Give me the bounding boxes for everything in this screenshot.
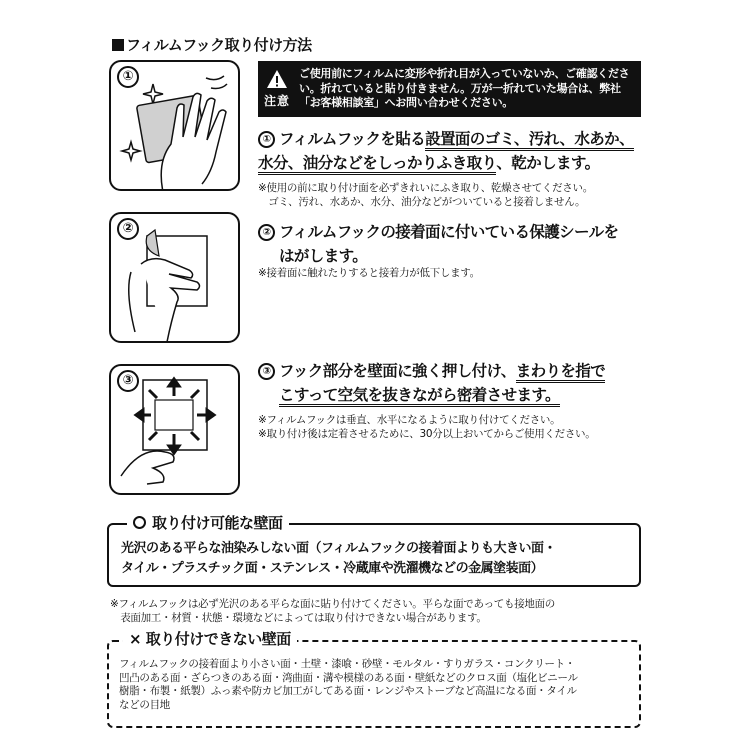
step3-badge: ③	[117, 370, 139, 392]
step3-illustration	[109, 364, 240, 495]
step2-text	[258, 220, 658, 268]
step3-notes: ※フィルムフックは垂直、水平になるように取り付けてください。 ※取り付け後は定着させるために、30分以上おいてからご使用ください。	[258, 414, 596, 440]
step3-number: ③	[258, 363, 275, 380]
step2-number: ②	[258, 224, 275, 241]
step1-illustration	[109, 60, 240, 191]
caution-box	[258, 61, 641, 117]
ok-walls-note: ※フィルムフックは必ず光沢のある平らな面に貼り付けてください。平らな面であっても接地面の 表面加工・材質・状態・環境などによっては取り付けできない場合があります。	[110, 598, 555, 624]
step1-text	[258, 127, 658, 175]
ok-walls-box	[107, 514, 641, 587]
page-title: フィルムフック取り付け方法	[112, 34, 312, 55]
step2-notes: ※接着面に触れたりすると接着力が低下します。	[258, 267, 480, 279]
circle-ok-icon	[133, 516, 146, 529]
ng-walls-list: フィルムフックの接着面より小さい面・土壁・漆喰・砂壁・モルタル・すりガラス・コンクリート・ 凹凸のある面・ざらつきのある面・湾曲面・溝や模様のある面・壁紙などのクロス面（塩化ビニール 樹脂・布製・紙製）ふっ素や防カビ加工がしてある面・レンジやストーブなど高温になる面・タイル などの目地	[119, 658, 578, 711]
step1-notes: ※使用の前に取り付け面を必ずきれいにふき取り、乾燥させてください。 ゴミ、汚れ、水あか、水分、油分などがついていると接着しません。	[258, 182, 593, 208]
step2-badge: ②	[117, 218, 139, 240]
step3-text	[258, 359, 658, 407]
step3-heading: ③ フック部分を壁面に強く押し付け、まわりを指で こすって空気を抜きながら密着させます。	[258, 359, 658, 407]
ng-walls-box	[107, 630, 641, 728]
ok-walls-list: 光沢のある平らな油染みしない面（フィルムフックの接着面よりも大きい面・ タイル・プラスチック面・ステンレス・冷蔵庫や洗濯機などの金属塗装面）	[121, 541, 557, 576]
step1-heading: ① フィルムフックを貼る設置面のゴミ、汚れ、水あか、 水分、油分などをしっかりふき取り、乾かします。	[258, 127, 658, 175]
ok-walls-heading: 取り付け可能な壁面	[127, 512, 289, 533]
warning-icon	[266, 69, 288, 89]
step1-number: ①	[258, 131, 275, 148]
step2-illustration	[109, 212, 240, 343]
title-square-icon	[112, 39, 124, 51]
caution-label: 注意	[264, 94, 291, 108]
ng-walls-heading: × 取り付けできない壁面	[123, 628, 297, 649]
caution-text: ご使用前にフィルムに変形や折れ目が入っていないか、ご確認ください。折れていると貼り付きません。万が一折れていた場合は、弊社「お客様相談室」へお問い合わせください。	[299, 67, 630, 109]
step1-badge: ①	[117, 66, 139, 88]
step2-heading: ② フィルムフックの接着面に付いている保護シールを はがします。	[258, 220, 658, 268]
